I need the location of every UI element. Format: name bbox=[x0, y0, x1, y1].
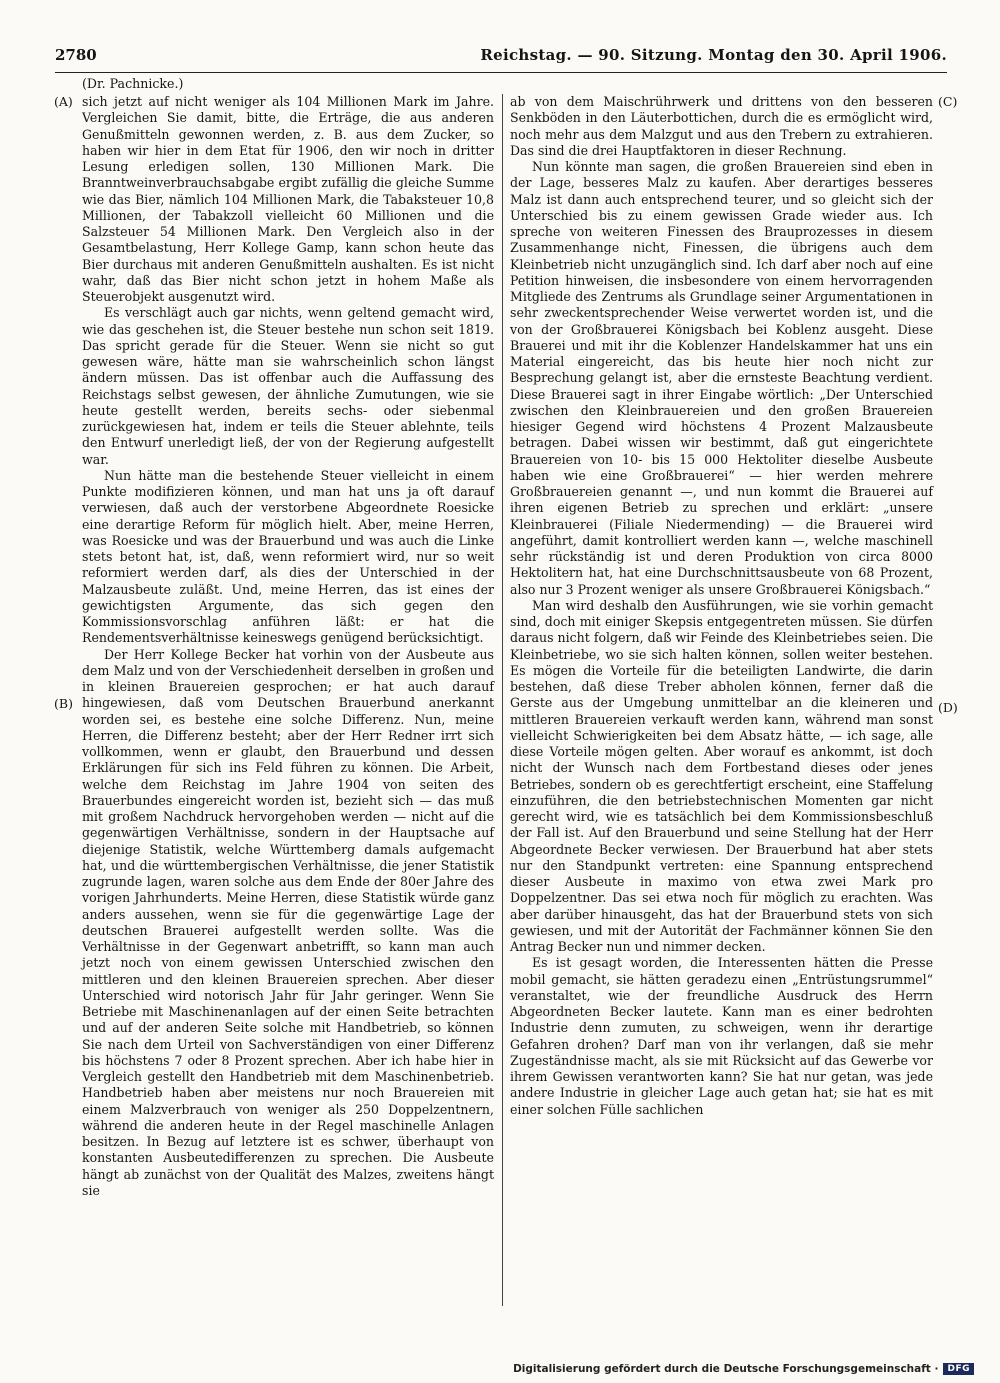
margin-marker-c: (C) bbox=[938, 94, 958, 109]
footer-text: Digitalisierung gefördert durch die Deutsche Forschungsgemeinschaft · bbox=[513, 1363, 939, 1375]
margin-marker-d: (D) bbox=[938, 700, 958, 715]
margin-marker-b: (B) bbox=[54, 696, 73, 711]
speaker-label: (Dr. Pachnicke.) bbox=[82, 76, 184, 91]
paragraph: sich jetzt auf nicht weniger als 104 Millionen Mark im Jahre. Vergleichen Sie damit, bitte, die Erträge, die aus anderen Genußmitteln gewonnen werden, z. B. aus dem Zucker, so haben wir hier in dem Etat für 1906, den wir noch in dritter Lesung erledigen sollen, 130 Millionen Mark. Die Branntweinverbrauchsabgabe ergibt zufällig die gleiche Summe wie das Bier, nämlich 104 Millionen Mark, die Tabaksteuer 10,8 Millionen, der Tabakzoll vielleicht 60 Millionen und die Salzsteuer 54 Millionen Mark. Den Vergleich also in der Gesamtbelastung, Herr Kollege Gamp, kann schon heute das Bier durchaus mit anderen Genußmitteln aushalten. Es ist nicht wahr, daß das Bier nicht schon jetzt in hohem Maße als Steuerobjekt ausgenutzt wird. bbox=[82, 94, 494, 304]
paragraph: Nun könnte man sagen, die großen Brauereien sind eben in der Lage, besseres Malz zu kaufen. Aber derartiges besseres Malz ist dann auch entsprechend teurer, und so gleicht sich der Unterschied bis zu einem gewissen Grade wieder aus. Ich spreche von weiteren Finessen des Brauprozesses in diesem Zusammenhange nicht, Finessen, die übrigens auch dem Kleinbetrieb nicht unzugänglich sind. Ich darf aber noch auf eine Petition hinweisen, die insbesondere von einem hervorragenden Mitgliede des Zentrums als Grundlage seiner Argumentationen in sehr zweckentsprechender Weise verwertet worden ist, und die von der Großbrauerei Königsbach bei Koblenz ausgeht. Diese Brauerei und mit ihr die Koblenzer Handelskammer hat uns ein Material eingereicht, das bis heute hier noch nicht zur Besprechung gelangt ist, aber die ernsteste Beachtung verdient. Diese Brauerei sagt in ihrer Eingabe wörtlich: „Der Unterschied zwischen den Kleinbrauereien und den großen Brauereien hiesiger Gegend wird höchstens 4 Prozent Malzausbeute betragen. Dabei wissen wir bestimmt, daß gut eingerichtete Brauereien von 10- bis 15 000 Hektoliter dieselbe Ausbeute haben wie eine Großbrauerei“ — hier werden mehrere Großbrauereien genannt —, und nun kommt die Brauerei auf ihren eigenen Betrieb zu sprechen und erklärt: „unsere Kleinbrauerei (Filiale Niedermending) — die Brauerei wird angeführt, damit kontrolliert werden kann —, welche maschinell sehr rückständig ist und deren Produktion von circa 8000 Hektolitern hat, hat eine Durchschnittsausbeute von 68 Prozent, also nur 3 Prozent weniger als unsere Großbrauerei Königsbach.“ bbox=[510, 159, 933, 597]
margin-marker-a: (A) bbox=[54, 94, 73, 109]
paragraph: Es ist gesagt worden, die Interessenten hätten die Presse mobil gemacht, sie hätten geradezu einen „Entrüstungsrummel“ veranstaltet, wie der freundliche Ausdruck des Herrn Abgeordneten Becker lautete. Kann man es einer bedrohten Industrie denn zumuten, zu schweigen, wenn ihr derartige Gefahren drohen? Darf man von ihr verlangen, daß sie mehr Zugeständnisse macht, als sie mit Rücksicht auf das Gewerbe vor ihrem Gewissen verantworten kann? Sie hat nur getan, was jede andere Industrie in gleicher Lage auch getan hat; sie hat es mit einer solchen Fülle sachlichen bbox=[510, 955, 933, 1117]
running-header bbox=[55, 46, 947, 73]
paragraph: ab von dem Maischrührwerk und drittens von den besseren Senkböden in den Läuterbottichen, durch die es ermöglicht wird, noch mehr aus dem Malzgut und aus den Trebern zu extrahieren. Das sind die drei Hauptfaktoren in dieser Rechnung. bbox=[510, 94, 933, 158]
paragraph: Man wird deshalb den Ausführungen, wie sie vorhin gemacht sind, doch mit einiger Skepsis entgegentreten müssen. Sie dürfen daraus nicht folgern, daß wir Feinde des Kleinbetriebes seien. Die Kleinbetriebe, wo sie sich halten können, sollen weiter bestehen. Es mögen die Vorteile für die beteiligten Landwirte, die darin bestehen, daß diese Treber abholen können, ferner daß die Gerste aus der Umgebung unmittelbar an die kleineren und mittleren Brauereien verkauft werden kann, während man sonst vielleicht Schwierigkeiten bei dem Absatz hätte, — ich sage, alle diese Vorteile mögen gelten. Aber worauf es ankommt, ist doch nicht der Wunsch nach dem Fortbestand dieses oder jenes Betriebes, sondern ob es gerechtfertigt erscheint, eine Staffelung einzuführen, die den betriebstechnischen Momenten gar nicht gerecht wird, wie es tatsächlich bei dem Kommissionsbeschluß der Fall ist. Auf den Brauerbund und seine Stellung hat der Herr Abgeordnete Becker verwiesen. Der Brauerbund hat aber stets nur den Standpunkt vertreten: eine Spannung entsprechend dieser Ausbeute in maximo von etwa zwei Mark pro Doppelzentner. Das sei etwa noch für möglich zu erachten. Was aber darüber hinausgeht, das hat der Brauerbund stets von sich gewiesen, und mit der Autorität der Fachmänner können Sie den Antrag Becker nun und nimmer decken. bbox=[510, 597, 933, 954]
dfg-logo: DFG bbox=[943, 1363, 974, 1375]
header-title: Reichstag. — 90. Sitzung. Montag den 30. April 1906. bbox=[480, 46, 947, 64]
column-divider bbox=[502, 94, 503, 1306]
digitization-footer bbox=[513, 1363, 974, 1375]
right-column bbox=[510, 94, 933, 1118]
left-column bbox=[82, 94, 494, 1199]
paragraph: Nun hätte man die bestehende Steuer vielleicht in einem Punkte modifizieren können, und man hat uns ja oft darauf verwiesen, daß auch der verstorbene Abgeordnete Roesicke eine derartige Reform für möglich hielt. Aber, meine Herren, was Roesicke und was der Brauerbund und was auch die Linke stets betont hat, ist, daß, wenn reformiert wird, nur so weit reformiert werden darf, als dies der Unterschied in der Malzausbeute zuläßt. Und, meine Herren, das ist eines der gewichtigsten Argumente, das sich gegen den Kommissionsvorschlag anführen läßt: er hat die Rendementsverhältnisse keineswegs genügend berücksichtigt. bbox=[82, 467, 494, 646]
paragraph: Der Herr Kollege Becker hat vorhin von der Ausbeute aus dem Malz und von der Verschiedenheit derselben in großen und in kleinen Brauereien gesprochen; er hat auch darauf hingewiesen, daß vom Deutschen Brauerbund anerkannt worden sei, es bestehe eine solche Differenz. Nun, meine Herren, die Differenz besteht; aber der Herr Redner irrt sich vollkommen, wenn er glaubt, den Brauerbund und dessen Erklärungen für sich ins Feld führen zu können. Die Arbeit, welche dem Reichstag im Jahre 1904 von seiten des Brauerbundes eingereicht worden ist, bezieht sich — das muß mit großem Nachdruck hervorgehoben werden — nicht auf die gegenwärtigen Verhältnisse, sondern in der Hauptsache auf diejenige Statistik, welche Württemberg damals aufgemacht hat, und die württembergischen Verhältnisse, die jener Statistik zugrunde lagen, waren solche aus dem Ende der 80er Jahre des vorigen Jahrhunderts. Meine Herren, diese Statistik würde ganz anders aussehen, wenn sie für die gegenwärtige Lage der deutschen Brauerei aufgestellt werden sollte. Was die Verhältnisse in der Gegenwart anbetrifft, so kann man auch jetzt noch von einem gewissen Unterschied zwischen den mittleren und den kleinen Brauereien sprechen. Aber dieser Unterschied wird notorisch Jahr für Jahr geringer. Wenn Sie Betriebe mit Maschinenanlagen auf der einen Seite betrachten und auf der anderen Seite solche mit Handbetrieb, so können Sie nach dem Urteil von Sachverständigen von einer Differenz bis höchstens 7 oder 8 Prozent sprechen. Aber ich habe hier in Vergleich gestellt den Handbetrieb mit dem Maschinenbetrieb. Handbetrieb haben aber meistens nur noch Brauereien mit einem Malzverbrauch von weniger als 250 Doppelzentnern, während die anderen heute in der Regel maschinelle Anlagen besitzen. In Bezug auf letztere ist es schwer, überhaupt von konstanten Ausbeutedifferenzen zu sprechen. Die Ausbeute hängt ab zunächst von der Qualität des Malzes, zweitens hängt sie bbox=[82, 646, 494, 1198]
page-number: 2780 bbox=[55, 46, 97, 64]
paragraph: Es verschlägt auch gar nichts, wenn geltend gemacht wird, wie das geschehen ist, die Steuer bestehe nun schon seit 1819. Das spricht gerade für die Steuer. Wenn sie nicht so gut gewesen wäre, hätte man sie wahrscheinlich schon längst ändern müssen. Das ist offenbar auch die Auffassung des Reichstags selbst gewesen, der ähnliche Zumutungen, wie sie heute gestellt werden, bereits sechs- oder siebenmal zurückgewiesen hat, indem er teils die Steuer ablehnte, teils den Entwurf unerledigt ließ, der von der Regierung aufgestellt war. bbox=[82, 305, 494, 467]
